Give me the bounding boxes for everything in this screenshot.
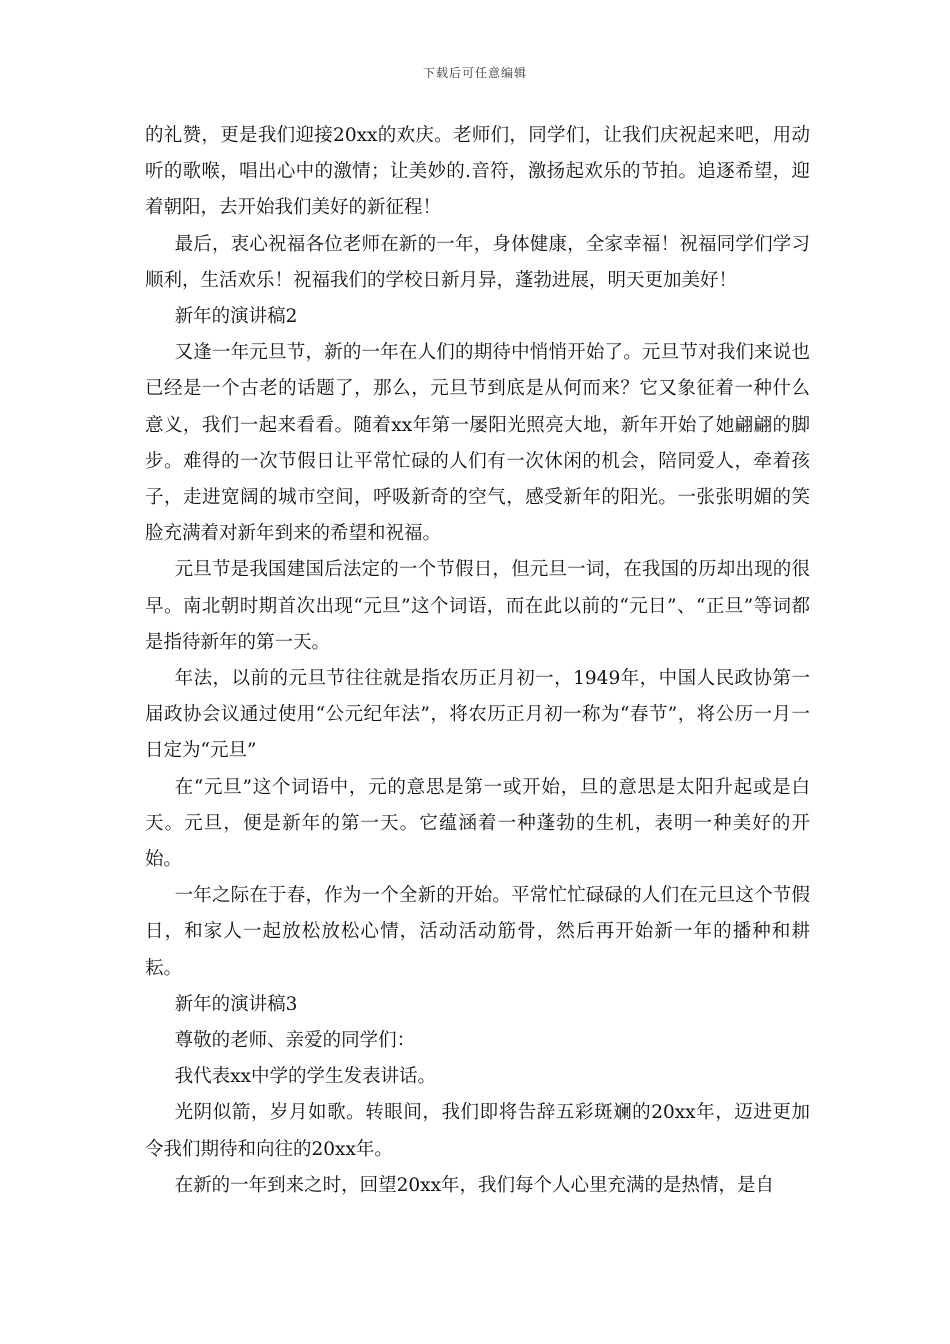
paragraph-10: 在新的一年到来之时，回望20xx年，我们每个人心里充满的是热情，是自 (174, 1174, 775, 1196)
paragraph-8: 我代表xx中学的学生发表讲话。 (174, 1066, 436, 1088)
paragraph-1: 的礼赞，更是我们迎接20xx的欢庆。老师们，同学们，让我们庆祝起来吧，用动听的歌喉，唱出心中的激情；让美妙的.音符，激扬起欢乐的节拍。追逐希望，迎着朝阳，去开始我们美好的新征程！ (145, 125, 810, 219)
paragraph-9: 光阴似箭，岁月如歌。转眼间，我们即将告辞五彩斑斓的20xx年，迈进更加令我们期待和向往的20xx年。 (145, 1102, 810, 1160)
paragraph-6: 在“元旦”这个词语中，元的意思是第一或开始，旦的意思是太阳升起或是白天。元旦，便是新年的第一天。它蕴涵着一种蓬勃的生机，表明一种美好的开始。 (145, 776, 810, 871)
paragraph-4: 元旦节是我国建国后法定的一个节假日，但元旦一词，在我国的历却出现的很早。南北朝时期首次出现“元旦”这个词语，而在此以前的“元日”、“正旦”等词都是指待新年的第一天。 (145, 559, 810, 653)
paragraph-7: 一年之际在于春，作为一个全新的开始。平常忙忙碌碌的人们在元旦这个节假日，和家人一起放松放松心情，活动活动筋骨，然后再开始新一年的播种和耕耘。 (145, 885, 810, 979)
paragraph-2: 最后，衷心祝福各位老师在新的一年，身体健康，全家幸福！祝福同学们学习顺利，生活欢乐！祝福我们的学校日新月异，蓬勃进展，明天更加美好！ (145, 233, 810, 291)
salutation: 尊敬的老师、亲爱的同学们： (174, 1030, 416, 1052)
paragraph-3: 又逢一年元旦节，新的一年在人们的期待中悄悄开始了。元旦节对我们来说也已经是一个古老的话题了，那么，元旦节到底是从何而来？它又象征着一种什么意义，我们一起来看看。随着xx年第一屡阳光照亮大地，新年开始了她翩翩的脚步。难得的一次节假日让平常忙碌的人们有一次休闲的机会，陪同爱人，牵着孩子，走进宽阔的城市空间，呼吸新奇的空气，感受新年的阳光。一张张明媚的笑脸充满着对新年到来的希望和祝福。 (145, 342, 810, 545)
page-header: 下载后可任意编辑 (422, 66, 527, 80)
section-title-3: 新年的演讲稿3 (174, 993, 298, 1015)
section-title-2: 新年的演讲稿2 (174, 306, 298, 328)
paragraph-5: 年法，以前的元旦节往往就是指农历正月初一，1949年，中国人民政协第一届政协会议通过使用“公元纪年法”，将农历正月初一称为“春节”，将公历一月一日定为“元旦” (145, 668, 810, 762)
document-body (145, 118, 810, 1204)
